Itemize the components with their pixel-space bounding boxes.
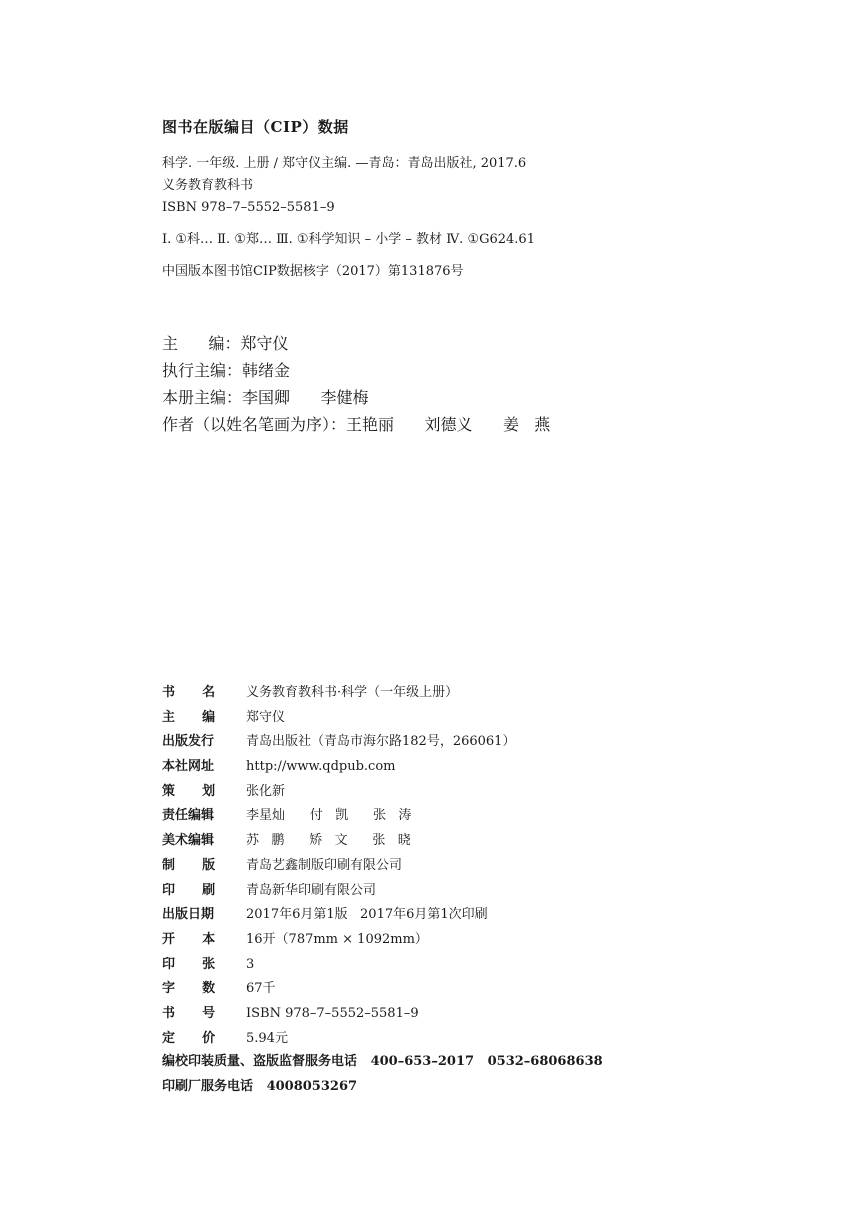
info-row-website <box>162 755 782 780</box>
editor-authors-text: 作者（以姓名笔画为序）：王艳丽 刘德义 姜 燕 <box>162 415 551 434</box>
info-row-word-count <box>162 977 782 1002</box>
info-label: 出版发行 <box>162 734 215 750</box>
info-value: 3 <box>246 956 255 972</box>
info-label: 开 本 <box>162 931 216 947</box>
info-label: 主 编 <box>162 709 216 725</box>
editor-chief-text: 主 编：郑守仪 <box>162 334 289 353</box>
info-row-book-number <box>162 1002 782 1027</box>
info-value: 张化新 <box>246 783 286 799</box>
info-row-price <box>162 1027 782 1052</box>
cip-spacer <box>162 251 782 261</box>
editor-volume <box>162 384 782 411</box>
info-row-plate-making <box>162 854 782 879</box>
info-label: 书 名 <box>162 685 216 700</box>
info-row-publication-date <box>162 903 782 928</box>
info-label: 本社网址 <box>162 759 215 775</box>
info-value: http://www.qdpub.com <box>246 759 396 775</box>
info-value: 苏 鹏 矫 文 张 晓 <box>246 833 411 849</box>
info-row-printing <box>162 879 782 904</box>
printer-hotline: 印刷厂服务电话 4008053267 <box>162 1079 358 1094</box>
info-value: 郑守仪 <box>246 709 286 725</box>
info-label: 责任编辑 <box>162 808 215 824</box>
cip-spacer <box>162 219 782 229</box>
info-value: 青岛艺鑫制版印刷有限公司 <box>246 857 403 873</box>
info-label: 印 刷 <box>162 882 216 898</box>
editor-executive <box>162 357 782 384</box>
cip-line-classification: Ⅰ. ①科… Ⅱ. ①郑… Ⅲ. ①科学知识 – 小学 – 教材 Ⅳ. ①G624.61 <box>162 232 535 247</box>
editor-executive-text: 执行主编：韩绪金 <box>162 361 291 380</box>
info-row-book-title <box>162 681 782 706</box>
info-row-chief-editor <box>162 706 782 731</box>
cip-line-data-number: 中国版本图书馆CIP数据核字（2017）第131876号 <box>162 264 464 279</box>
cip-title: 图书在版编目（CIP）数据 <box>162 118 349 136</box>
info-label: 制 版 <box>162 857 216 873</box>
info-value: 5.94元 <box>246 1030 288 1046</box>
info-value: 2017年6月第1版 2017年6月第1次印刷 <box>246 907 488 923</box>
info-value: 67千 <box>246 981 276 997</box>
cip-line-subject: 科学. 一年级. 上册 / 郑守仪主编. —青岛：青岛出版社, 2017.6 <box>162 156 527 171</box>
info-row-responsible-editors <box>162 804 782 829</box>
editors-block <box>162 330 782 438</box>
info-row-sheets <box>162 953 782 978</box>
info-label: 字 数 <box>162 981 216 997</box>
quality-hotline: 编校印装质量、盗版监督服务电话 400–653–2017 0532–68068638 <box>162 1054 603 1069</box>
service-contacts <box>162 1049 782 1099</box>
editor-chief <box>162 330 782 357</box>
info-row-planner <box>162 780 782 805</box>
info-value: 16开（787mm × 1092mm） <box>246 931 428 947</box>
info-value: 青岛新华印刷有限公司 <box>246 882 377 898</box>
info-label: 定 价 <box>162 1030 216 1046</box>
info-label: 书 号 <box>162 1005 216 1021</box>
cip-block <box>162 116 782 283</box>
info-label: 出版日期 <box>162 907 215 923</box>
info-label: 美术编辑 <box>162 833 215 849</box>
info-label: 印 张 <box>162 956 216 972</box>
editor-authors <box>162 411 782 438</box>
info-value: ISBN 978–7–5552–5581–9 <box>246 1005 419 1021</box>
info-row-format <box>162 928 782 953</box>
info-value: 义务教育教科书·科学（一年级上册） <box>246 685 459 700</box>
info-row-art-editors <box>162 829 782 854</box>
cip-line-isbn: ISBN 978–7–5552–5581–9 <box>162 200 335 215</box>
info-row-publisher <box>162 730 782 755</box>
cip-line-series: 义务教育教科书 <box>162 178 254 193</box>
editor-volume-text: 本册主编：李国卿 李健梅 <box>162 388 369 407</box>
publication-info <box>162 681 782 1051</box>
info-value: 李星灿 付 凯 张 涛 <box>246 808 412 824</box>
info-label: 策 划 <box>162 783 216 799</box>
info-value: 青岛出版社（青岛市海尔路182号，266061） <box>246 734 516 750</box>
